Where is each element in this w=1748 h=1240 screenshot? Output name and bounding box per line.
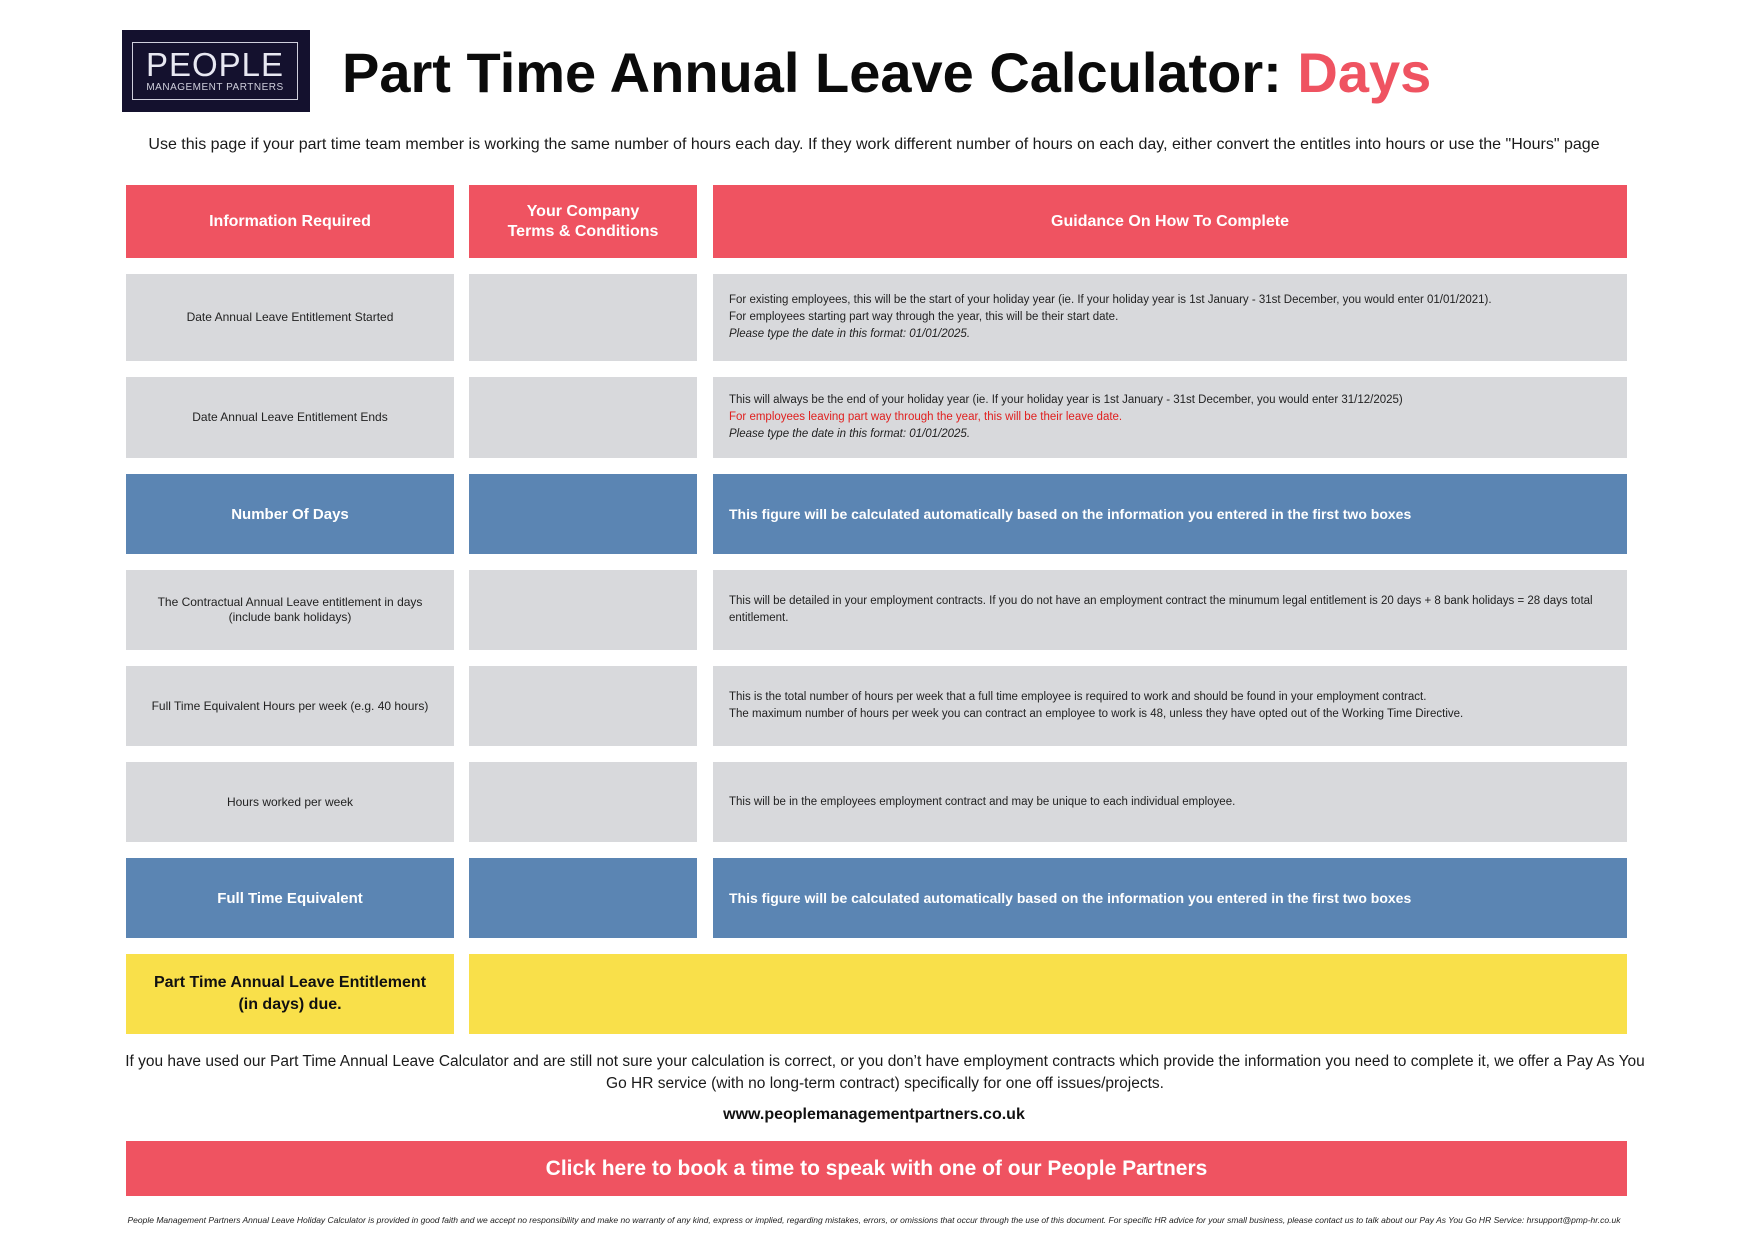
guidance-full-time-equivalent: This figure will be calculated automatically based on the information you entered in the first two boxes bbox=[713, 858, 1627, 938]
output-part-time-entitlement bbox=[469, 954, 1627, 1034]
label-contractual-line1: The Contractual Annual Leave entitlement in days bbox=[157, 595, 423, 609]
label-part-time-line2: (in days) due. bbox=[238, 996, 342, 1013]
guidance-end-line1: This will always be the end of your holiday year (ie. If your holiday year is 1st January - 31st December, you would enter 31/12/2025) bbox=[729, 394, 1403, 406]
guidance-hours-worked bbox=[713, 762, 1627, 842]
website-link[interactable]: www.peoplemanagementpartners.co.uk bbox=[723, 1106, 1025, 1123]
guidance-contractual-text: This will be detailed in your employment contracts. If you do not have an employment contract the minumum legal entitlement is 20 days + 8 bank holidays = 28 days total entitlement. bbox=[729, 595, 1593, 624]
input-contractual-entitlement[interactable] bbox=[469, 570, 697, 650]
guidance-end-format: Please type the date in this format: 01/01/2025. bbox=[729, 428, 971, 440]
guidance-start-text bbox=[729, 292, 1492, 343]
label-part-time-entitlement bbox=[126, 954, 454, 1034]
header-information-required: Information Required bbox=[126, 185, 454, 258]
guidance-start-date bbox=[713, 274, 1627, 361]
label-number-of-days: Number Of Days bbox=[126, 474, 454, 554]
label-full-time-equivalent: Full Time Equivalent bbox=[126, 858, 454, 938]
guidance-fte-hours-text bbox=[729, 689, 1463, 723]
input-fte-hours[interactable] bbox=[469, 666, 697, 746]
guidance-start-format: Please type the date in this format: 01/01/2025. bbox=[729, 328, 971, 340]
logo-frame bbox=[132, 42, 298, 100]
output-number-of-days bbox=[469, 474, 697, 554]
book-call-button[interactable]: Click here to book a time to speak with one of our People Partners bbox=[126, 1141, 1627, 1196]
input-end-date[interactable] bbox=[469, 377, 697, 458]
logo-tagline: MANAGEMENT PARTNERS bbox=[146, 82, 284, 93]
label-end-date: Date Annual Leave Entitlement Ends bbox=[126, 377, 454, 458]
page-instructions: Use this page if your part time team member is working the same number of hours each day. If they work different number of hours on each day, either convert the entitles into hours or use the "Hours" page bbox=[148, 136, 1600, 153]
header-company-terms bbox=[469, 185, 697, 258]
guidance-hours-worked-text: This will be in the employees employment contract and may be unique to each individual employee. bbox=[729, 795, 1236, 808]
guidance-end-line2: For employees leaving part way through the year, this will be their leave date. bbox=[729, 411, 1123, 423]
guidance-number-of-days: This figure will be calculated automatically based on the information you entered in the first two boxes bbox=[713, 474, 1627, 554]
output-full-time-equivalent bbox=[469, 858, 697, 938]
input-hours-worked[interactable] bbox=[469, 762, 697, 842]
header-terms-line2: Terms & Conditions bbox=[507, 222, 659, 240]
title-accent: Days bbox=[1297, 41, 1432, 104]
company-logo bbox=[122, 30, 310, 112]
header-terms-line1: Your Company bbox=[526, 202, 640, 220]
page-title bbox=[342, 38, 1442, 108]
label-contractual-line2: (include bank holidays) bbox=[228, 610, 352, 624]
guidance-contractual-entitlement bbox=[713, 570, 1627, 650]
guidance-end-text bbox=[729, 392, 1403, 443]
logo-wordmark: PEOPLE bbox=[145, 46, 285, 83]
header-guidance: Guidance On How To Complete bbox=[713, 185, 1627, 258]
guidance-fte-hours-line2: The maximum number of hours per week you can contract an employee to work is 48, unless they have opted out of the Working Time Directive. bbox=[729, 708, 1464, 720]
guidance-start-line2: For employees starting part way through the year, this will be their start date. bbox=[729, 311, 1119, 323]
label-hours-worked: Hours worked per week bbox=[126, 762, 454, 842]
guidance-fte-hours-line1: This is the total number of hours per week that a full time employee is required to work and should be found in your employment contract. bbox=[729, 691, 1427, 703]
guidance-end-date bbox=[713, 377, 1627, 458]
label-start-date: Date Annual Leave Entitlement Started bbox=[126, 274, 454, 361]
label-fte-hours: Full Time Equivalent Hours per week (e.g. 40 hours) bbox=[126, 666, 454, 746]
guidance-fte-hours bbox=[713, 666, 1627, 746]
label-contractual-entitlement bbox=[126, 570, 454, 650]
disclaimer: People Management Partners Annual Leave Holiday Calculator is provided in good faith and we accept no responsibility and make no warranty of any kind, express or implied, regarding mistakes, errors, or omissions that occur through the use of this document. For specific HR advice for your small business, please contact us to talk about our Pay As You Go HR Service: hrsupport@pmp-hr.co.uk bbox=[127, 1215, 1621, 1225]
title-main: Part Time Annual Leave Calculator: bbox=[342, 41, 1298, 104]
input-start-date[interactable] bbox=[469, 274, 697, 361]
footer-info-text: If you have used our Part Time Annual Leave Calculator and are still not sure your calculation is correct, or you don’t have employment contracts which provide the information you need to complete it, we offer a Pay As You Go HR service (with no long-term contract) specifically for one off issues/projects. bbox=[125, 1053, 1645, 1092]
label-part-time-line1: Part Time Annual Leave Entitlement bbox=[153, 974, 427, 991]
guidance-start-line1: For existing employees, this will be the start of your holiday year (ie. If your holiday year is 1st January - 31st December, you would enter 01/01/2021). bbox=[729, 294, 1492, 306]
